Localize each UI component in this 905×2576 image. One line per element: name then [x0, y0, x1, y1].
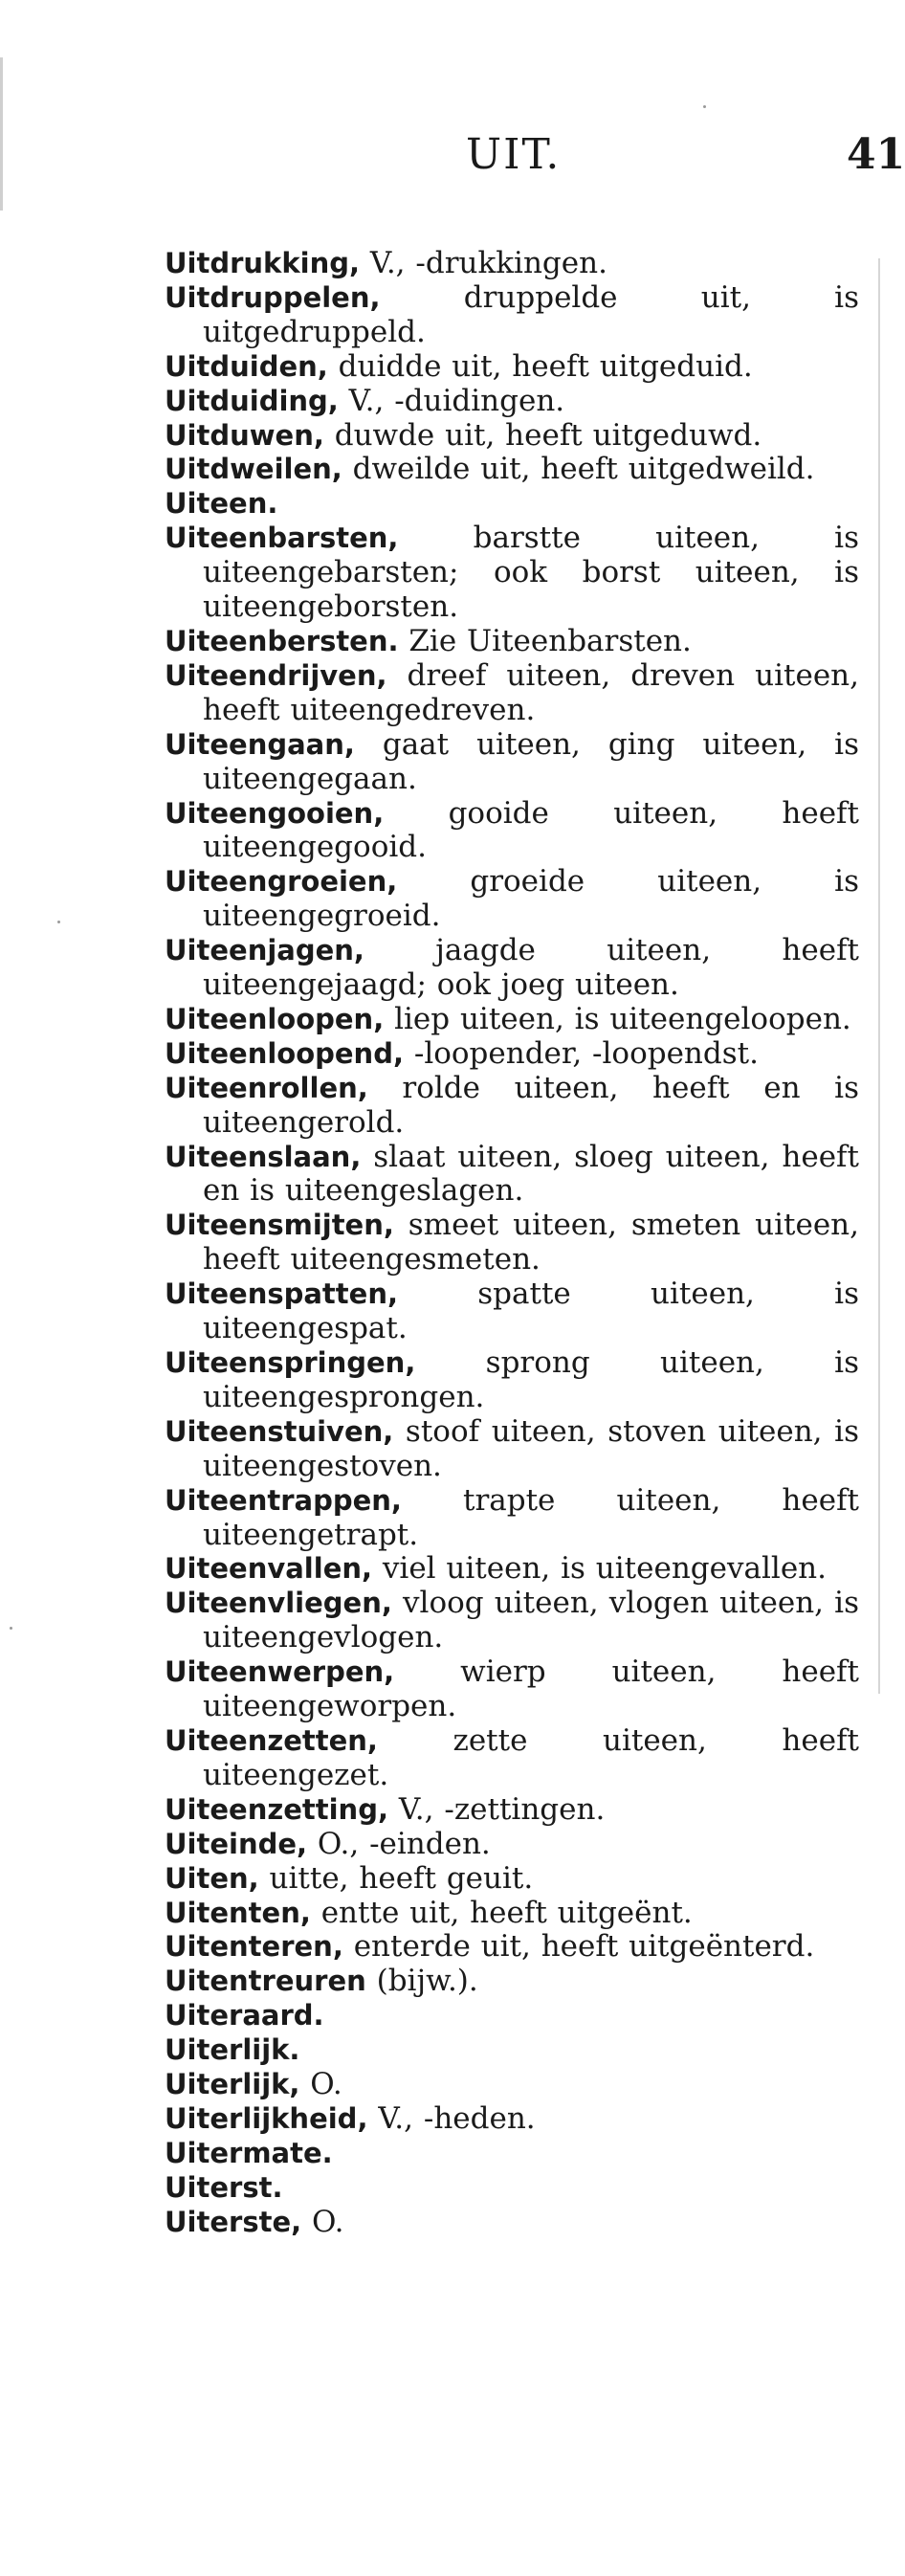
entry-definition: (bijw.).: [365, 1964, 478, 1999]
entry-definition: duwde uit, heeft uitgeduwd.: [323, 417, 762, 453]
dictionary-entry: [165, 2068, 859, 2102]
dictionary-entries: [165, 247, 859, 2240]
dictionary-entry: [165, 625, 859, 659]
entry-headword: Uiterlijk.: [165, 2033, 300, 2067]
dictionary-entry: [165, 487, 859, 522]
dictionary-entry: [165, 2206, 859, 2240]
entry-headword: Uiteengroeien,: [165, 865, 398, 899]
dictionary-entry: [165, 1277, 859, 1346]
dictionary-entry: [165, 934, 859, 1003]
dictionary-entry: [165, 247, 859, 281]
entry-headword: Uitdrukking,: [165, 247, 360, 279]
dictionary-entry: [165, 1415, 859, 1484]
entry-definition: V., -duidingen.: [338, 383, 565, 418]
entry-headword: Uitermate.: [165, 2136, 333, 2169]
entry-headword: Uiterlijk,: [165, 2068, 300, 2101]
dictionary-entry: [165, 453, 859, 487]
entry-headword: Uitduiding,: [165, 384, 339, 417]
dictionary-entry: [165, 1793, 859, 1828]
dictionary-entry: [165, 1484, 859, 1553]
entry-definition: O.: [299, 2067, 342, 2102]
dictionary-entry: [165, 1072, 859, 1141]
entry-definition: uitte, heeft geuit.: [258, 1860, 534, 1896]
dictionary-entry: [165, 1141, 859, 1210]
entry-headword: Uitenten,: [165, 1896, 311, 1929]
entry-definition: barstte uiteen, is uiteengebarsten; ook borst uiteen, is uiteengeborsten.: [203, 521, 859, 625]
entry-headword: Uiteenloopend,: [165, 1036, 404, 1070]
dictionary-entry: [165, 797, 859, 866]
dictionary-entry: [165, 1930, 859, 1965]
dictionary-entry: [165, 1346, 859, 1415]
dictionary-entry: [165, 1897, 859, 1931]
dictionary-entry: [165, 1999, 859, 2033]
entry-definition: druppelde uit, is uitgedruppeld.: [203, 279, 859, 349]
entry-definition: rolde uiteen, heeft en is uiteengerold.: [203, 1070, 859, 1140]
dictionary-entry: [165, 281, 859, 350]
entry-headword: Uiteenvallen,: [165, 1552, 373, 1586]
entry-headword: Uiteensmijten,: [165, 1209, 394, 1242]
entry-headword: Uiteenspringen,: [165, 1346, 416, 1379]
entry-headword: Uitduwen,: [165, 418, 324, 452]
entry-definition: gaat uiteen, ging uiteen, is uiteengegaan.: [203, 726, 859, 796]
entry-headword: Uiteinde,: [165, 1827, 308, 1860]
running-head: UIT.: [466, 130, 562, 179]
entry-headword: Uiten,: [165, 1861, 259, 1895]
dictionary-entry: [165, 1724, 859, 1793]
dictionary-entry: [165, 2171, 859, 2206]
entry-definition: jaagde uiteen, heeft uiteengejaagd; ook joeg uiteen.: [203, 933, 859, 1003]
entry-headword: Uiteenzetting,: [165, 1792, 388, 1826]
entry-headword: Uiteenstuiven,: [165, 1414, 394, 1448]
dictionary-entry: [165, 865, 859, 934]
dictionary-entry: [165, 1587, 859, 1655]
entry-headword: Uiteenrollen,: [165, 1071, 368, 1104]
entry-definition: V., -heden.: [367, 2100, 536, 2136]
entry-definition: duidde uit, heeft uitgeduid.: [327, 348, 753, 384]
dictionary-entry: [165, 1862, 859, 1897]
entry-definition: stoof uiteen, stoven uiteen, is uiteengestoven.: [203, 1413, 859, 1483]
entry-headword: Uiteenzetten,: [165, 1723, 378, 1757]
entry-headword: Uitdruppelen,: [165, 280, 381, 314]
dictionary-entry: [165, 2033, 859, 2068]
entry-definition: zette uiteen, heeft uiteengezet.: [203, 1722, 859, 1792]
entry-headword: Uitentreuren: [165, 1965, 366, 1998]
dictionary-entry: [165, 350, 859, 385]
entry-definition: -loopender, -loopendst.: [403, 1035, 759, 1071]
dictionary-entry: [165, 1655, 859, 1724]
dictionary-entry: [165, 1965, 859, 1999]
entry-definition: O., -einden.: [307, 1826, 491, 1861]
entry-definition: groeide uiteen, is uiteengegroeid.: [203, 864, 859, 934]
entry-definition: enterde uit, heeft uitgeënterd.: [342, 1929, 815, 1965]
entry-definition: dweilde uit, heeft uitgedweild.: [342, 452, 815, 487]
entry-definition: gooide uiteen, heeft uiteengegooid.: [203, 795, 859, 865]
entry-definition: V., -zettingen.: [387, 1791, 606, 1827]
dictionary-entry: [165, 522, 859, 625]
entry-headword: Uiteenspatten,: [165, 1277, 398, 1311]
entry-definition: sprong uiteen, is uiteengesprongen.: [203, 1345, 859, 1414]
entry-headword: Uiteenvliegen,: [165, 1587, 392, 1620]
entry-headword: Uiteenbersten.: [165, 624, 399, 657]
entry-definition: trapte uiteen, heeft uiteengetrapt.: [203, 1482, 859, 1552]
entry-headword: Uiteenslaan,: [165, 1140, 362, 1173]
dictionary-entry: [165, 1003, 859, 1037]
entry-headword: Uitenteren,: [165, 1930, 343, 1964]
entry-headword: Uitduiden,: [165, 349, 328, 383]
entry-definition: wierp uiteen, heeft uiteengeworpen.: [203, 1654, 859, 1724]
entry-headword: Uiteengaan,: [165, 727, 355, 761]
entry-definition: liep uiteen, is uiteengeloopen.: [384, 1001, 851, 1036]
print-speck: [703, 105, 706, 108]
entry-headword: Uiteraard.: [165, 1999, 324, 2032]
entry-headword: Uiteen.: [165, 487, 278, 521]
dictionary-entry: [165, 1037, 859, 1072]
entry-headword: Uiteendrijven,: [165, 658, 387, 692]
entry-headword: Uitdweilen,: [165, 453, 342, 486]
entry-definition: V., -drukkingen.: [360, 246, 607, 280]
dictionary-entry: [165, 1552, 859, 1587]
dictionary-entry: [165, 385, 859, 419]
entry-headword: Uiteengooien,: [165, 796, 385, 830]
entry-headword: Uiteenloopen,: [165, 1002, 385, 1035]
dictionary-entry: [165, 1209, 859, 1277]
dictionary-entry: [165, 419, 859, 454]
entry-definition: vloog uiteen, vlogen uiteen, is uiteengevlogen.: [203, 1586, 859, 1655]
right-margin-rule: [878, 258, 880, 1694]
entry-headword: Uiterst.: [165, 2170, 283, 2204]
entry-headword: Uiterlijkheid,: [165, 2101, 368, 2135]
entry-definition: Zie Uiteenbarsten.: [398, 623, 692, 658]
entry-headword: Uiteenwerpen,: [165, 1655, 395, 1689]
dictionary-entry: [165, 728, 859, 797]
entry-definition: O.: [301, 2204, 344, 2239]
dictionary-entry: [165, 659, 859, 728]
entry-headword: Uiteenbarsten,: [165, 522, 399, 555]
page-header: [0, 130, 905, 188]
dictionary-entry: [165, 2102, 859, 2137]
print-speck: [10, 1627, 12, 1630]
entry-definition: viel uiteen, is uiteengevallen.: [372, 1551, 827, 1587]
dictionary-entry: [165, 2137, 859, 2171]
page-number: 41: [847, 130, 905, 179]
entry-definition: slaat uiteen, sloeg uiteen, heeft en is uiteengeslagen.: [203, 1139, 859, 1209]
entry-headword: Uiteentrappen,: [165, 1483, 402, 1517]
entry-headword: Uiterste,: [165, 2205, 302, 2238]
entry-headword: Uiteenjagen,: [165, 934, 364, 967]
dictionary-entry: [165, 1828, 859, 1862]
print-speck: [57, 921, 60, 923]
entry-definition: smeet uiteen, smeten uiteen, heeft uiteengesmeten.: [203, 1208, 859, 1277]
entry-definition: spatte uiteen, is uiteengespat.: [203, 1277, 859, 1346]
entry-definition: entte uit, heeft uitgeënt.: [310, 1895, 693, 1930]
entry-definition: dreef uiteen, dreven uiteen, heeft uiteengedreven.: [203, 657, 859, 727]
